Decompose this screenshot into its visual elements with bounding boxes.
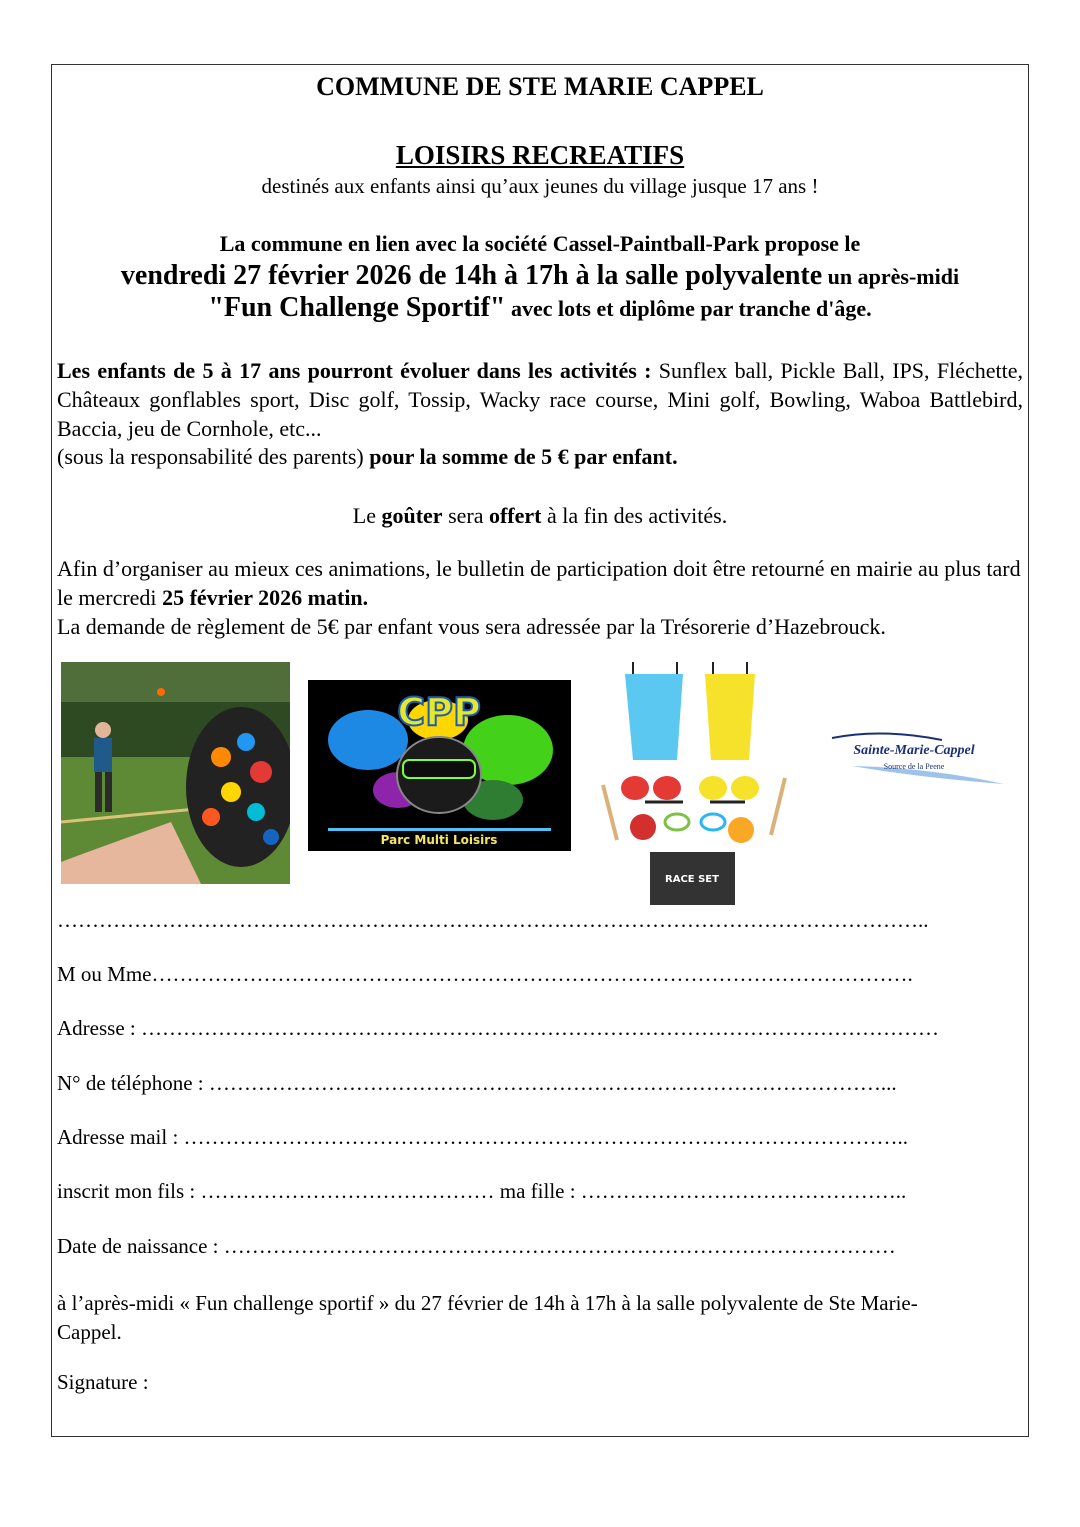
child-row [57, 1179, 1023, 1204]
logo-name: Sainte-Marie-Cappel [853, 743, 975, 758]
phone-field[interactable]: N° de téléphone : ……………………………………………………………………………………... [57, 1071, 897, 1095]
sunflex-ball-photo [61, 662, 290, 884]
intro-line-1: La commune en lien avec la société Cassel-Paintball-Park propose le [219, 231, 861, 256]
event-afternoon: un après-midi [822, 264, 960, 289]
event-name: "Fun Challenge Sportif" [208, 292, 506, 323]
signature-field[interactable]: Signature : [57, 1370, 149, 1394]
logo-tagline: Source de la Peene [883, 762, 945, 771]
deadline-text: Afin d’organiser au mieux ces animations, le bulletin de participation doit être retourné en mairie au plus tard le mercredi [57, 556, 1021, 610]
subtitle: destinés aux enfants ainsi qu’aux jeunes du village jusque 17 ans ! [261, 174, 819, 198]
snack-mid: sera [442, 503, 489, 528]
intro-line-2 [57, 260, 1023, 292]
responsibility-line [57, 444, 1023, 469]
email-field[interactable]: Adresse mail : ………………………………………………………………………………………….. [57, 1125, 909, 1149]
daughter-field[interactable]: ma fille : ……………………………………….. [499, 1179, 907, 1203]
payment-text: La demande de règlement de 5€ par enfant vous sera adressée par la Trésorerie d’Hazebrouck. [57, 614, 886, 639]
race-set-image [595, 660, 795, 910]
deadline-paragraph [57, 554, 1023, 641]
cpp-caption: Parc Multi Loisirs [380, 833, 498, 847]
snack-offert: offert [488, 503, 542, 528]
page-title: LOISIRS RECREATIFS [395, 140, 685, 170]
cut-line: …………………………………………………………………………………………………………….. [57, 908, 929, 932]
cpp-logo-image [308, 680, 571, 851]
event-prizes: avec lots et diplôme par tranche d'âge. [505, 296, 872, 321]
deadline-date: 25 février 2026 matin. [162, 585, 369, 610]
responsibility-text: (sous la responsabilité des parents) [57, 444, 370, 469]
event-note: à l’après-midi « Fun challenge sportif » du 27 février de 14h à 17h à la salle polyvalente de Ste Marie-Cappel. [57, 1291, 918, 1344]
sainte-marie-cappel-logo [822, 728, 1007, 786]
snack-gouter: goûter [381, 503, 443, 528]
intro-line-3 [57, 292, 1023, 324]
activities-paragraph [57, 356, 1023, 443]
commune-title: COMMUNE DE STE MARIE CAPPEL [316, 72, 764, 101]
price-text: pour la somme de 5 € par enfant. [369, 444, 678, 469]
birthdate-field[interactable]: Date de naissance : …………………………………………………………………………………… [57, 1234, 896, 1258]
race-set-label: RACE SET [665, 874, 719, 885]
snack-pre: Le [352, 503, 382, 528]
snack-line [57, 503, 1023, 528]
name-field[interactable]: M ou Mme………………………………………………………………………………………………. [57, 962, 913, 986]
activities-lead: Les enfants de 5 à 17 ans pourront évoluer dans les activités : [57, 358, 652, 383]
event-date: vendredi 27 février 2026 de 14h à 17h à la salle polyvalente [120, 260, 823, 291]
cpp-letters: CPP [397, 690, 481, 734]
son-field[interactable]: inscrit mon fils : …………………………………… [57, 1179, 500, 1203]
activities-list: Sunflex ball, Pickle Ball, IPS, Fléchette, Châteaux gonflables sport, Disc golf, Tossip, Wacky race course, Mini golf, Bowling, Waboa Battlebird, Baccia, jeu de Cornhole, etc... [57, 358, 1023, 441]
snack-post: à la fin des activités. [541, 503, 728, 528]
address-field[interactable]: Adresse : …………………………………………………………………………………………………… [57, 1016, 939, 1040]
